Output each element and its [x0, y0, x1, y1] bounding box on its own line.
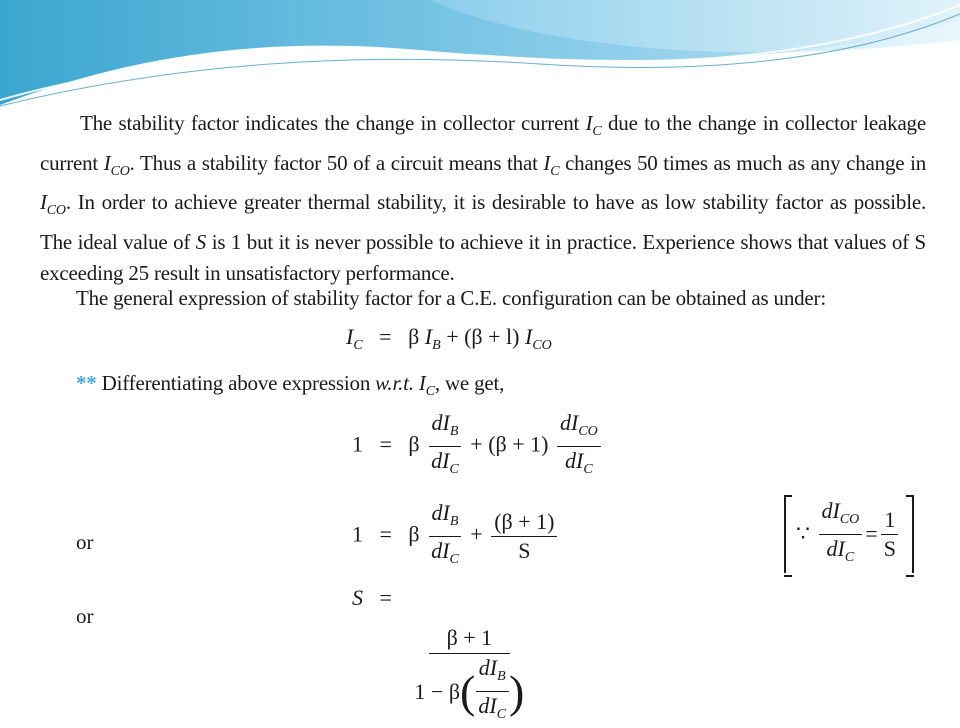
eq-beta: β	[408, 324, 420, 349]
text-wrt: w.r.t.	[375, 371, 414, 395]
equation-ic	[346, 324, 552, 354]
eq-beta: β	[408, 431, 420, 457]
eq-plus: +	[446, 324, 459, 349]
frac-num: dI	[431, 500, 450, 525]
since-symbol: ∵	[796, 521, 810, 546]
fraction-s-expression	[411, 625, 527, 728]
paragraph-differentiating	[76, 368, 926, 408]
symbol-ico: I	[103, 150, 111, 175]
frac-sub: C	[496, 707, 507, 722]
den-text: 1 − β	[414, 678, 461, 704]
frac-den: S	[883, 535, 896, 561]
text: . In order to achieve greater thermal stability, it is desirable to have as low stability factor as possible. The ideal value of	[40, 190, 926, 254]
fraction-dico-dic	[819, 498, 863, 571]
paragraph-stability-definition	[40, 108, 926, 290]
fraction-dib-dic	[428, 410, 462, 483]
eq-i: I	[346, 324, 354, 349]
symbol-ic: I	[543, 150, 551, 175]
eq-one: 1	[352, 431, 363, 457]
frac-sub: CO	[578, 424, 598, 439]
frac-sub: C	[844, 549, 855, 565]
frac-num: (β + 1)	[491, 509, 557, 537]
fraction-1-over-s	[881, 507, 899, 562]
eq-i: I	[524, 324, 533, 349]
frac-sub: B	[449, 424, 459, 439]
text: Differentiating above expression	[96, 371, 376, 395]
frac-sub: C	[449, 462, 459, 477]
frac-den: dI	[826, 535, 845, 561]
symbol-ic: I	[418, 371, 426, 395]
equation-s-final	[352, 585, 530, 728]
eq-plus: +	[470, 431, 483, 457]
symbol-ic: I	[585, 111, 593, 135]
frac-num: dI	[478, 655, 498, 680]
equation-differentiated	[352, 410, 604, 483]
frac-num: dI	[431, 410, 450, 435]
fraction-beta-plus-1-over-s	[491, 509, 557, 564]
paren-left: (	[460, 665, 476, 717]
sub-co: CO	[46, 203, 66, 218]
label-or: or	[76, 604, 94, 628]
frac-den	[411, 654, 527, 728]
text: changes 50 times as much as any change in	[559, 150, 926, 175]
equation-with-s	[352, 500, 560, 573]
eq-beta: β	[408, 521, 420, 547]
label-or: or	[76, 530, 94, 554]
eq-one: 1	[352, 521, 363, 547]
sub-co: CO	[110, 163, 130, 179]
frac-sub: B	[449, 514, 459, 529]
text: . Thus a stability factor 50 of a circuit means that	[129, 150, 544, 175]
slide-content	[36, 100, 936, 722]
eq-plus: +	[470, 521, 483, 547]
eq-sub: B	[432, 338, 441, 353]
frac-num: 1	[881, 507, 898, 535]
paren-right: )	[509, 665, 525, 717]
frac-sub: C	[583, 462, 593, 477]
eq-equals: =	[865, 521, 878, 546]
eq-equals: =	[379, 585, 392, 610]
frac-num: dI	[821, 497, 840, 523]
frac-sub: CO	[839, 511, 860, 527]
frac-den: dI	[478, 693, 497, 718]
eq-equals: =	[379, 324, 392, 349]
frac-num: dI	[559, 410, 579, 435]
highlight-marker: **	[76, 371, 97, 395]
frac-den: dI	[431, 448, 450, 473]
symbol-ico: I	[40, 190, 47, 214]
eq-sub: CO	[532, 338, 552, 353]
symbol-s: S	[195, 229, 207, 254]
sub-c: C	[550, 163, 560, 179]
eq-s: S	[352, 585, 363, 610]
frac-den: S	[518, 538, 531, 563]
fraction-dib-dic	[475, 655, 509, 728]
sub-c: C	[425, 384, 435, 399]
eq-sub: C	[353, 338, 363, 353]
sub-c: C	[592, 124, 602, 139]
since-bracket	[784, 495, 914, 573]
eq-term: (β + 1)	[488, 431, 549, 457]
frac-sub: C	[449, 552, 459, 567]
text: , we get,	[434, 371, 505, 395]
frac-num: β + 1	[429, 625, 511, 654]
fraction-dib-dic	[428, 500, 462, 573]
text: due to the change in collector leakage current	[40, 111, 926, 175]
fraction-dico-dic	[557, 410, 601, 483]
eq-equals: =	[379, 521, 392, 547]
text: is 1 but it is never possible to achieve it in practice. Experience shows that values of S exceeding 25 result in unsatisfactory performance.	[40, 229, 926, 285]
frac-den: dI	[565, 448, 584, 473]
eq-i: I	[424, 324, 433, 349]
eq-equals: =	[379, 431, 392, 457]
text: The stability factor indicates the change in collector current	[80, 111, 586, 135]
frac-den: dI	[431, 538, 450, 563]
frac-sub: B	[497, 669, 506, 684]
eq-term: (β + l)	[464, 324, 520, 349]
paragraph-general-expression: The general expression of stability factor for a C.E. configuration can be obtained as under:	[76, 286, 826, 310]
